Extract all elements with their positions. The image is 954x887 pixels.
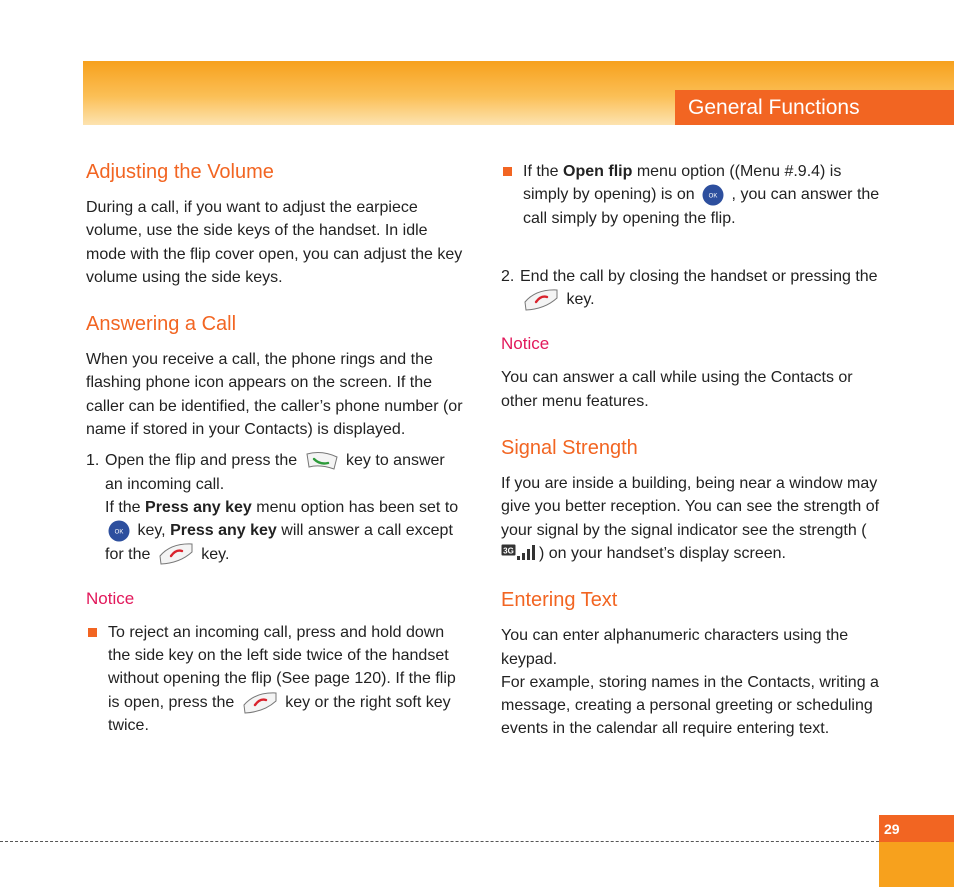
- ok-key-label: OK: [114, 529, 124, 536]
- ok-key-icon: [702, 184, 724, 206]
- ok-key-icon: [108, 520, 130, 542]
- entering-text-paragraph-2: For example, storing names in the Contacts, writing a message, creating a personal greeting or scheduling events in the calendar all require entering text.: [501, 673, 879, 738]
- end-key-icon: [523, 289, 559, 311]
- bullet-square: [88, 628, 97, 637]
- signal-strength-icon: [501, 544, 539, 560]
- flip-part: , you can answer the call simply by opening the flip.: [523, 186, 880, 227]
- bullet-square: [503, 167, 512, 176]
- step-2-text: [520, 265, 881, 312]
- answer-paragraph: When you receive a call, the phone rings and the flashing phone icon appears on the screen. If the caller can be identified, the caller’s phone number (or name if stored in your Contacts) is displayed.: [86, 351, 463, 439]
- section-title: General Functions: [675, 90, 954, 125]
- step-1-part: key,: [137, 522, 166, 540]
- signal-part: ) on your handset’s display screen.: [539, 544, 786, 562]
- step-2-part: key.: [566, 291, 595, 309]
- notice-bullet: [86, 621, 466, 737]
- step-1-part: key.: [201, 545, 230, 563]
- signal-paragraph: [501, 472, 881, 565]
- signal-3g-label: 3G: [503, 546, 514, 556]
- send-key-icon: [305, 451, 339, 471]
- notice-heading: Notice: [86, 588, 135, 608]
- notice-bullet-text: [108, 621, 466, 737]
- entering-text-paragraph-1: You can enter alphanumeric characters using the keypad.: [501, 627, 849, 668]
- page-number: 29: [884, 821, 900, 837]
- ok-key-label: OK: [708, 193, 718, 200]
- flip-part: menu option ((Menu #.9.4) is simply by opening) is on: [523, 163, 842, 204]
- step-2-number: 2.: [501, 267, 515, 285]
- open-flip-label: Open flip: [563, 163, 633, 180]
- end-key-icon: [158, 543, 194, 565]
- heading-answering-call: Answering a Call: [86, 313, 237, 336]
- page-corner-block: [879, 842, 954, 887]
- step-1-number: 1.: [86, 452, 100, 470]
- step-1-text: [105, 449, 466, 565]
- step-1: [86, 449, 466, 565]
- step-1-part: key to answer an incoming call.: [105, 452, 445, 493]
- press-any-key-label: Press any key: [170, 522, 277, 540]
- heading-adjusting-volume: Adjusting the Volume: [86, 161, 274, 183]
- step-2: [501, 265, 881, 312]
- footer-dashed-rule: [0, 841, 879, 842]
- open-flip-bullet: [501, 160, 881, 230]
- end-key-icon: [242, 692, 278, 714]
- right-column: [501, 158, 881, 741]
- step-1-part: Open the flip and press the: [105, 452, 298, 470]
- left-column: [86, 158, 466, 737]
- flip-part: If the: [523, 163, 559, 180]
- open-flip-text: [523, 160, 881, 230]
- press-any-key-label: Press any key: [145, 498, 252, 516]
- volume-paragraph: During a call, if you want to adjust the earpiece volume, use the side keys of the handset. In idle mode with the flip cover open, you can adjust the key volume using the side keys.: [86, 199, 463, 286]
- notice-part: key or the right soft key twice.: [108, 693, 451, 735]
- notice-paragraph: You can answer a call while using the Contacts or other menu features.: [501, 369, 853, 410]
- signal-part: If you are inside a building, being near a window may give you better reception. You can see the strength of your signal by the signal indicator see the strength (: [501, 475, 880, 539]
- heading-entering-text: Entering Text: [501, 589, 618, 612]
- step-1-part: If the: [105, 498, 141, 516]
- step-2-part: End the call by closing the handset or pressing the: [520, 267, 878, 285]
- step-1-part: will answer a call except for the: [105, 522, 453, 563]
- heading-signal-strength: Signal Strength: [501, 437, 638, 460]
- notice-heading: Notice: [501, 334, 550, 354]
- step-1-part: menu option has been set to: [256, 498, 459, 516]
- notice-part: To reject an incoming call, press and hold down the side key on the left side twice of the handset without opening the flip (See page 120). If the flip is open, press the: [108, 623, 456, 711]
